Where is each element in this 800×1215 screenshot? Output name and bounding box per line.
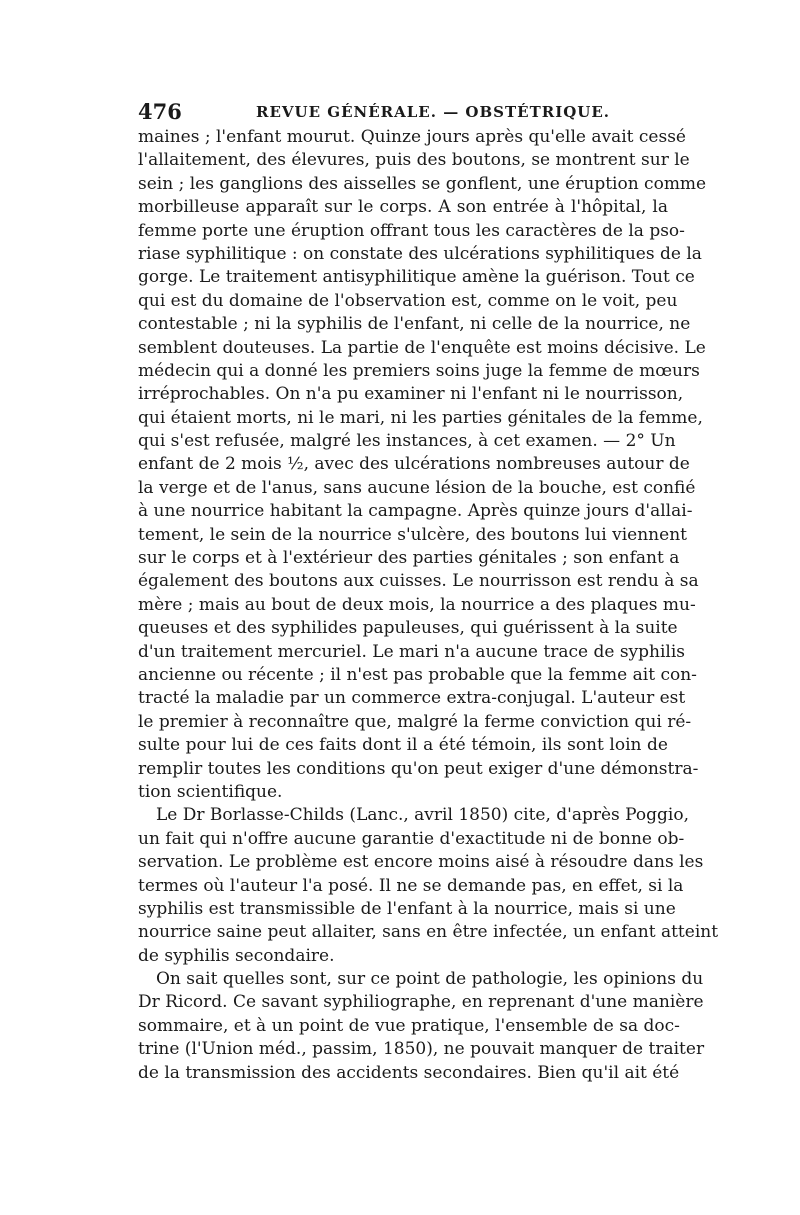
body-text <box>138 126 719 1085</box>
text-line: termes où l'auteur l'a posé. Il ne se demande pas, en effet, si la <box>138 875 684 896</box>
text-line: semblent douteuses. La partie de l'enquête est moins décisive. Le <box>138 337 706 358</box>
text-line: de syphilis secondaire. <box>138 945 335 966</box>
page-number: 476 <box>138 99 182 124</box>
text-line: servation. Le problème est encore moins aisé à résoudre dans les <box>138 852 704 873</box>
text-line: un fait qui n'offre aucune garantie d'exactitude ni de bonne ob- <box>138 828 685 849</box>
text-line: à une nourrice habitant la campagne. Après quinze jours d'allai- <box>138 501 693 522</box>
page-header <box>138 97 668 123</box>
text-line: enfant de 2 mois ½, avec des ulcérations nombreuses autour de <box>138 454 690 475</box>
text-line: remplir toutes les conditions qu'on peut exiger d'une démonstra- <box>138 758 699 779</box>
text-line: nourrice saine peut allaiter, sans en être infectée, un enfant atteint <box>138 922 719 943</box>
text-line: également des boutons aux cuisses. Le nourrisson est rendu à sa <box>138 571 699 592</box>
text-line: femme porte une éruption offrant tous les caractères de la pso- <box>138 220 685 241</box>
text-line: sur le corps et à l'extérieur des parties génitales ; son enfant a <box>138 548 680 569</box>
text-line: qui s'est refusée, malgré les instances, à cet examen. — 2° Un <box>138 431 676 452</box>
text-line: médecin qui a donné les premiers soins juge la femme de mœurs <box>138 360 700 381</box>
text-line: de la transmission des accidents secondaires. Bien qu'il ait été <box>138 1062 680 1083</box>
text-line: riase syphilitique : on constate des ulcérations syphilitiques de la <box>138 243 702 264</box>
text-line: Dr Ricord. Ce savant syphiliographe, en reprenant d'une manière <box>138 992 704 1013</box>
text-line: gorge. Le traitement antisyphilitique amène la guérison. Tout ce <box>138 267 695 288</box>
text-line: queuses et des syphilides papuleuses, qui guérissent à la suite <box>138 618 678 639</box>
text-line: mère ; mais au bout de deux mois, la nourrice a des plaques mu- <box>138 594 696 615</box>
text-line: Le Dr Borlasse-Childs (Lanc., avril 1850) cite, d'après Poggio, <box>156 805 689 826</box>
text-line: ancienne ou récente ; il n'est pas probable que la femme ait con- <box>138 664 697 685</box>
text-line: irréprochables. On n'a pu examiner ni l'enfant ni le nourrisson, <box>138 384 684 405</box>
text-line: contestable ; ni la syphilis de l'enfant, ni celle de la nourrice, ne <box>138 314 691 335</box>
text-line: le premier à reconnaître que, malgré la ferme conviction qui ré- <box>138 711 692 732</box>
text-line: syphilis est transmissible de l'enfant à la nourrice, mais si une <box>138 898 676 919</box>
text-line: On sait quelles sont, sur ce point de pathologie, les opinions du <box>156 969 704 990</box>
text-line: tracté la maladie par un commerce extra-conjugal. L'auteur est <box>138 688 686 709</box>
text-line: sein ; les ganglions des aisselles se gonflent, une éruption comme <box>138 173 707 194</box>
text-line: l'allaitement, des élevures, puis des boutons, se montrent sur le <box>138 150 690 171</box>
running-head: REVUE GÉNÉRALE. — OBSTÉTRIQUE. <box>256 103 611 121</box>
text-line: tion scientifique. <box>138 781 283 802</box>
text-line: qui étaient morts, ni le mari, ni les parties génitales de la femme, <box>138 407 703 428</box>
text-line: morbilleuse apparaît sur le corps. A son entrée à l'hôpital, la <box>138 197 668 218</box>
text-line: tement, le sein de la nourrice s'ulcère, des boutons lui viennent <box>138 524 687 545</box>
text-line: maines ; l'enfant mourut. Quinze jours après qu'elle avait cessé <box>138 127 686 147</box>
text-line: la verge et de l'anus, sans aucune lésion de la bouche, est confié <box>138 477 696 498</box>
text-line: sommaire, et à un point de vue pratique, l'ensemble de sa doc- <box>138 1015 680 1036</box>
text-line: sulte pour lui de ces faits dont il a été témoin, ils sont loin de <box>138 735 668 756</box>
text-line: d'un traitement mercuriel. Le mari n'a aucune trace de syphilis <box>138 641 686 662</box>
text-line: qui est du domaine de l'observation est, comme on le voit, peu <box>138 290 678 311</box>
text-line: trine (l'Union méd., passim, 1850), ne pouvait manquer de traiter <box>138 1039 705 1060</box>
